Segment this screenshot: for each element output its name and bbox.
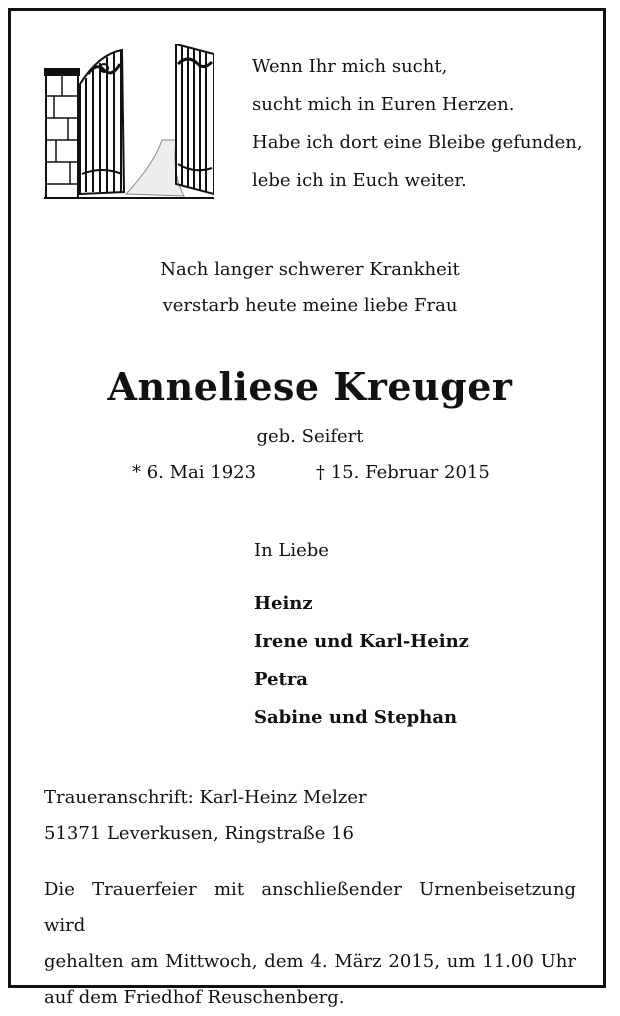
death-date: † 15. Februar 2015 bbox=[316, 462, 490, 483]
ceremony-line-2: gehalten am Mittwoch, dem 4. März 2015, um 11.00 Uhr bbox=[44, 951, 576, 972]
birth-date: * 6. Mai 1923 bbox=[132, 462, 257, 483]
mourner-name: Petra bbox=[254, 669, 308, 690]
deceased-name: Anneliese Kreuger bbox=[107, 364, 513, 409]
birth-name: geb. Seifert bbox=[256, 426, 364, 447]
poem-line: lebe ich in Euch weiter. bbox=[252, 170, 467, 191]
mourners-list bbox=[254, 585, 469, 737]
ceremony-line-1: Die Trauerfeier mit anschließender Urnenbeisetzung wird bbox=[44, 879, 576, 936]
address-line-2: 51371 Leverkusen, Ringstraße 16 bbox=[44, 823, 354, 844]
poem-line: Habe ich dort eine Bleibe gefunden, bbox=[252, 132, 583, 153]
mourning-address bbox=[44, 780, 367, 852]
mourner-name: Irene und Karl-Heinz bbox=[254, 631, 469, 652]
poem bbox=[252, 48, 583, 200]
ceremony-notice bbox=[44, 872, 576, 1016]
ceremony-line-3: auf dem Friedhof Reuschenberg. bbox=[44, 987, 345, 1008]
intro-line-1: Nach langer schwerer Krankheit bbox=[160, 259, 460, 280]
mourner-name: Heinz bbox=[254, 593, 313, 614]
garden-gate-illustration bbox=[44, 44, 214, 200]
poem-line: Wenn Ihr mich sucht, bbox=[252, 56, 448, 77]
mourner-name: Sabine und Stephan bbox=[254, 707, 458, 728]
death-announcement-intro bbox=[0, 252, 620, 324]
address-line-1: Traueranschrift: Karl-Heinz Melzer bbox=[44, 787, 367, 808]
mourners-intro: In Liebe bbox=[254, 540, 329, 561]
poem-line: sucht mich in Euren Herzen. bbox=[252, 94, 515, 115]
intro-line-2: verstarb heute meine liebe Frau bbox=[162, 295, 458, 316]
